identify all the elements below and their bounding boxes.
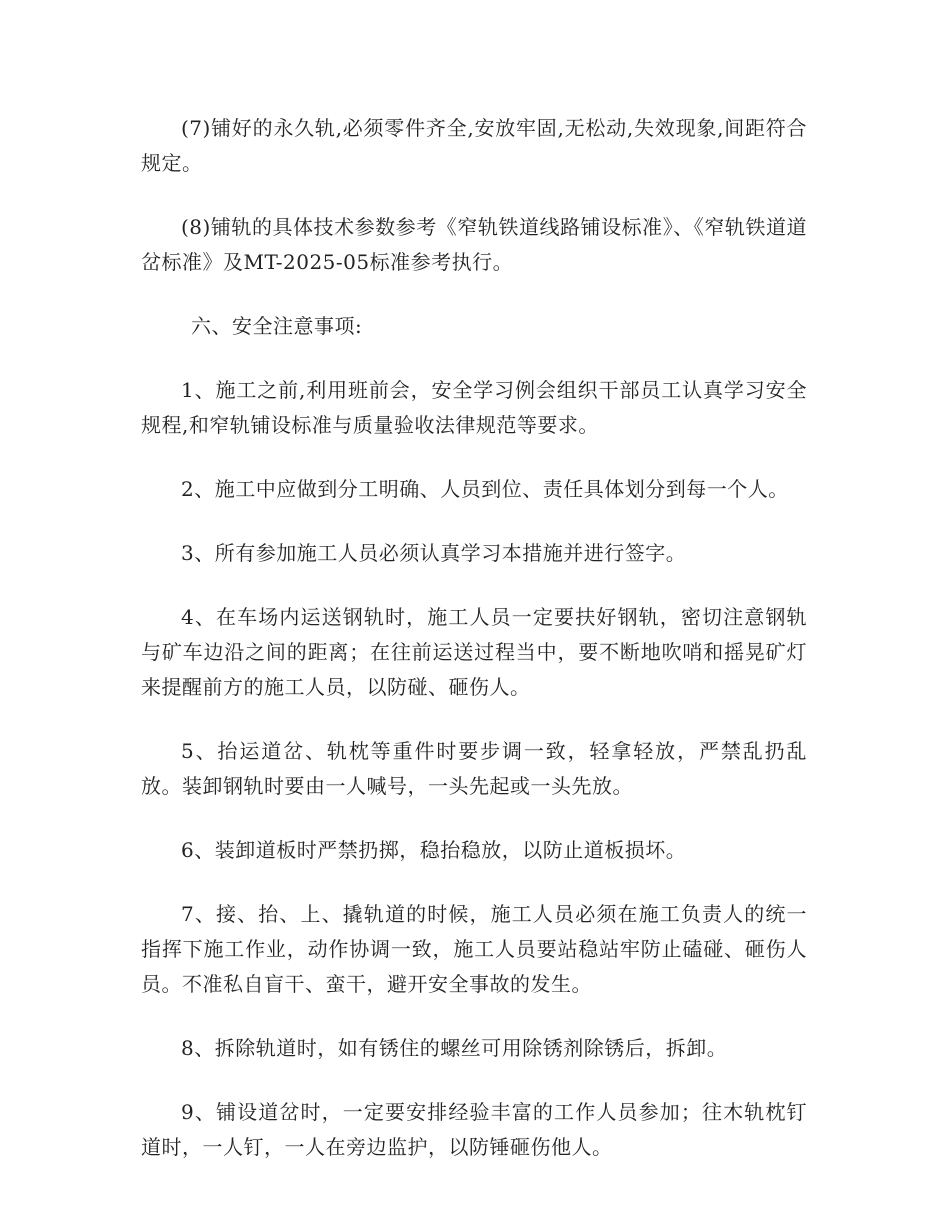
safety-item-3: 3、所有参加施工人员必须认真学习本措施并进行签字。: [181, 541, 687, 565]
safety-item-4: 4、在车场内运送钢轨时，施工人员一定要扶好钢轨，密切注意钢轨与矿车边沿之间的距离；在往前运送过程当中，要不断地吹哨和摇晃矿灯来提醒前方的施工人员，以防碰、砸伤人。: [141, 605, 807, 699]
safety-item-5: 5、抬运道岔、轨枕等重件时要步调一致，轻拿轻放，严禁乱扔乱放。装卸钢轨时要由一人喊号，一头先起或一头先放。: [141, 739, 807, 798]
safety-item-9: 9、铺设道岔时，一定要安排经验丰富的工作人员参加；往木轨枕钉道时，一人钉，一人在旁边监护，以防锤砸伤他人。: [141, 1100, 807, 1159]
section-heading-safety: 六、安全注意事项:: [191, 314, 363, 338]
safety-item-1: 1、施工之前,利用班前会，安全学习例会组织干部员工认真学习安全规程,和窄轨铺设标准与质量验收法律规范等要求。: [141, 378, 807, 437]
document-body: [141, 111, 807, 1194]
paragraph-item-7: (7)铺好的永久轨,必须零件齐全,安放牢固,无松动,失效现象,间距符合规定。: [141, 116, 807, 175]
safety-item-8: 8、拆除轨道时，如有锈住的螺丝可用除锈剂除锈后，拆卸。: [181, 1036, 728, 1060]
safety-item-7: 7、接、抬、上、撬轨道的时候，施工人员必须在施工负责人的统一指挥下施工作业，动作协调一致，施工人员要站稳站牢防止磕碰、砸伤人员。不准私自盲干、蛮干，避开安全事故的发生。: [141, 902, 807, 996]
safety-item-2: 2、施工中应做到分工明确、人员到位、责任具体划分到每一个人。: [181, 477, 789, 501]
safety-item-6: 6、装卸道板时严禁扔掷，稳抬稳放，以防止道板损坏。: [181, 838, 687, 862]
paragraph-item-8: (8)铺轨的具体技术参数参考《窄轨铁道线路铺设标准》、《窄轨铁道道岔标准》及MT-2025-05标准参考执行。: [141, 215, 807, 274]
